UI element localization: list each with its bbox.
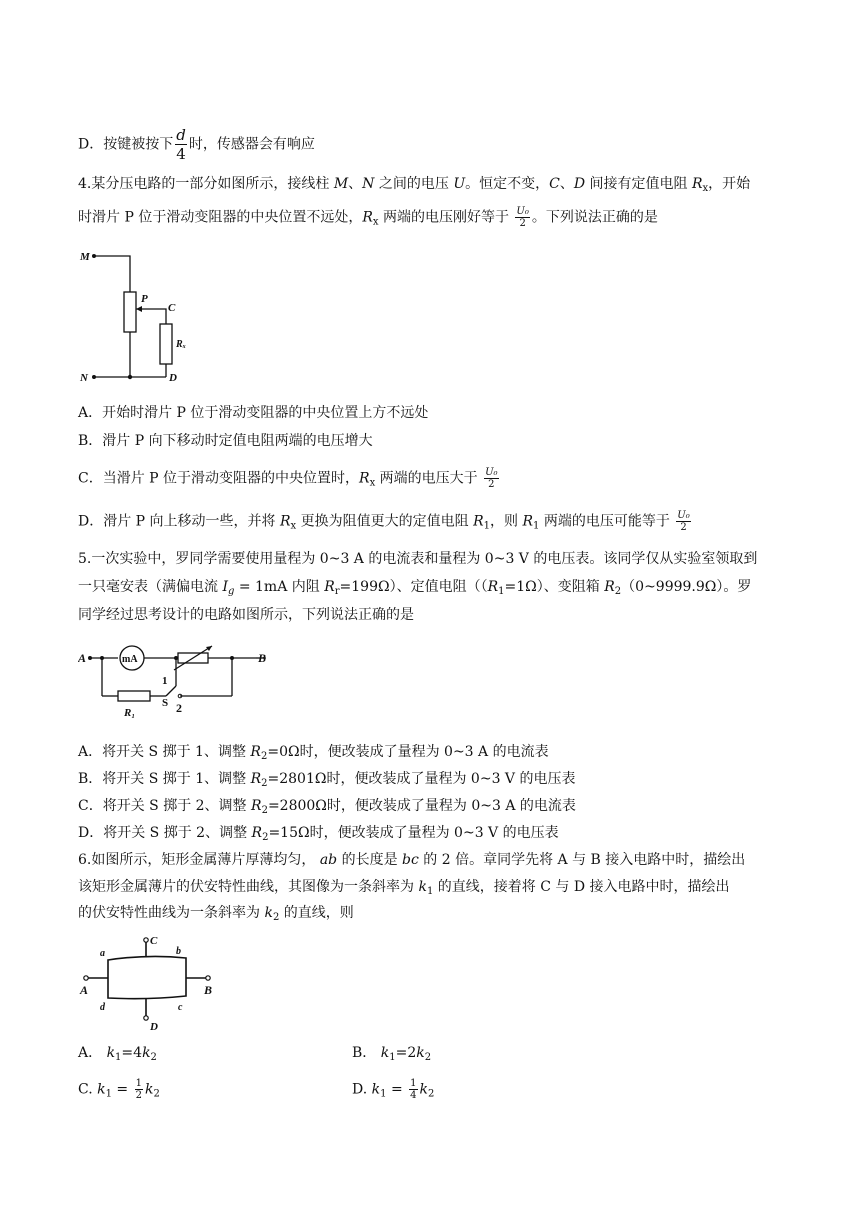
var-k: k [142, 1045, 151, 1061]
subscript: r [334, 586, 340, 597]
var-m: M [333, 176, 349, 192]
frac-num: U₀ [677, 510, 690, 521]
text: （0~9999.9Ω）。罗 [621, 579, 752, 595]
subscript: x [369, 477, 376, 489]
text: 同学经过思考设计的电路如图所示，下列说法正确的是 [78, 607, 414, 623]
q4-option-d [78, 510, 693, 537]
var-k: k [106, 1045, 116, 1061]
label-a: A [78, 651, 87, 665]
subscript: 1 [483, 520, 491, 532]
text: ，开始 [708, 176, 751, 192]
var-r: R [487, 579, 499, 595]
text: 该矩形金属薄片的伏安特性曲线，其图像为一条斜率为 [78, 879, 419, 895]
text: 的 2 倍。章同学先将 A 与 B 接入电路中时，描绘出 [418, 852, 746, 868]
label-rx: Rₓ [176, 339, 187, 350]
var-r: R [250, 771, 262, 787]
text: 时滑片 P 位于滑动变阻器的中央位置不远处， [78, 209, 363, 226]
text: =15Ω时，便改装成了量程为 0~3 V 的电压表 [268, 825, 559, 841]
text: =2800Ω时，便改装成了量程为 0~3 A 的电流表 [267, 798, 576, 814]
terminal-b: B [204, 983, 213, 997]
var-k: k [371, 1081, 381, 1098]
var-d: D [573, 176, 586, 192]
text: 的直线，则 [279, 905, 354, 921]
var-r: R [280, 513, 291, 530]
q4-option-b [78, 431, 373, 451]
var-r: R [604, 579, 615, 595]
terminal-c: C [150, 935, 158, 947]
text: 的伏安特性曲线为一条斜率为 [78, 905, 265, 921]
q5-stem-line1 [78, 549, 757, 569]
text: 、 [559, 176, 574, 192]
q6-metal-sheet-figure [78, 932, 228, 1040]
frac-den: 2 [519, 218, 526, 229]
subscript: 2 [260, 751, 268, 762]
label-b: B [258, 651, 267, 665]
text: 5.一次实验中，罗同学需要使用量程为 0~3 A 的电流表和量程为 0~3 V 的电压表。该同学仅从实验室领取到 [78, 551, 758, 567]
q6-stem-line1 [78, 850, 745, 870]
q5-stem-line3 [78, 605, 414, 625]
fraction-1-over-2 [135, 1078, 143, 1101]
subscript: 1 [105, 1088, 112, 1100]
label-n: N [80, 372, 88, 384]
text: C．将开关 S 掷于 2、调整 [78, 798, 252, 814]
var-k: k [97, 1081, 106, 1098]
q5-option-c [78, 796, 576, 821]
frac-den: 2 [488, 479, 495, 490]
text: =199Ω）、定值电阻（（ [339, 579, 488, 595]
text: 。恒定不变， [465, 176, 550, 192]
text: A． [78, 1045, 107, 1061]
text: 一只毫安表（满偏电流 [78, 579, 223, 595]
subscript: 1 [533, 520, 540, 532]
q6-option-c [78, 1078, 160, 1105]
subscript: x [372, 216, 379, 228]
subscript: 2 [261, 805, 268, 816]
text: A．将开关 S 掷于 1、调整 [78, 744, 251, 760]
text: =0Ω时，便改装成了量程为 0~3 A 的电流表 [267, 744, 549, 760]
q6-stem-line2 [78, 877, 730, 902]
corner-d: d [100, 1002, 105, 1013]
text: 两端的电压可能等于 [539, 513, 675, 530]
frac-den: 4 [410, 1090, 417, 1101]
subscript: 2 [272, 912, 280, 923]
var-bc: bc [402, 852, 419, 868]
subscript: 2 [428, 1088, 435, 1100]
label-r1: R₁ [124, 707, 136, 719]
subscript: 2 [150, 1052, 157, 1063]
subscript: 2 [424, 1052, 432, 1063]
q5-option-d [78, 823, 559, 848]
fraction-u0-over-2 [676, 510, 690, 533]
text: 、 [348, 176, 363, 192]
frac-den: 4 [176, 145, 186, 163]
frac-den: 2 [135, 1090, 142, 1101]
text: 。下列说法正确的是 [531, 209, 658, 226]
text: D. [352, 1081, 372, 1098]
subscript: 1 [380, 1088, 387, 1100]
label-m: M [80, 251, 90, 263]
frac-num: U₀ [516, 206, 529, 217]
var-i: I [222, 579, 228, 595]
q4-stem-line1 [78, 174, 750, 199]
subscript: 1 [498, 586, 505, 597]
text: =1Ω）、变阻箱 [504, 579, 605, 595]
q3-optd-prefix: D．按键被按下 [78, 136, 174, 153]
var-r: R [250, 744, 261, 760]
q3-optd-suffix: 时，传感器会有响应 [188, 136, 315, 153]
var-u: U [453, 176, 466, 192]
var-k: k [380, 1045, 390, 1061]
label-s: S [162, 697, 169, 709]
var-r: R [362, 209, 373, 226]
label-2: 2 [176, 701, 182, 715]
frac-num: U₀ [485, 467, 498, 478]
text: B． [352, 1045, 381, 1061]
terminal-a: A [80, 983, 89, 997]
frac-num: 1 [135, 1078, 142, 1089]
subscript: 1 [389, 1052, 396, 1063]
var-r: R [359, 470, 370, 487]
text: 两端的电压大于 [375, 470, 483, 487]
var-r: R [691, 176, 703, 192]
text: C. [78, 1081, 98, 1098]
label-d: D [169, 372, 177, 384]
var-r: R [473, 513, 484, 530]
frac-num: d [176, 126, 186, 144]
frac-num: 1 [410, 1078, 417, 1089]
subscript: x [290, 520, 297, 532]
text: D．滑片 P 向上移动一些，并将 [78, 513, 280, 530]
milliammeter-label: mA [122, 654, 138, 665]
var-k: k [145, 1081, 154, 1098]
q6-option-b [352, 1043, 431, 1068]
text: = [111, 1081, 133, 1098]
text: 更换为阻值更大的定值电阻 [296, 513, 474, 530]
label-p: P [141, 293, 148, 305]
var-k: k [264, 905, 273, 921]
var-ab: ab [319, 852, 338, 868]
subscript: x [702, 183, 709, 194]
text: A．开始时滑片 P 位于滑动变阻器的中央位置上方不远处 [78, 405, 429, 421]
q6-stem-line3 [78, 903, 354, 928]
corner-b: b [176, 946, 181, 957]
corner-a: a [100, 948, 105, 959]
corner-c: c [178, 1002, 183, 1013]
var-c: C [549, 176, 560, 192]
label-c: C [168, 302, 176, 314]
subscript: g [227, 586, 235, 597]
q6-option-a [78, 1043, 157, 1068]
subscript: 2 [262, 832, 269, 843]
text: =4 [121, 1045, 143, 1061]
terminal-d: D [150, 1021, 158, 1033]
var-k: k [416, 1045, 425, 1061]
fraction-1-over-4 [409, 1078, 417, 1101]
text: C．当滑片 P 位于滑动变阻器的中央位置时， [78, 470, 360, 487]
var-k: k [419, 1081, 428, 1098]
fraction-u0-over-2 [515, 206, 529, 229]
text: 6.如图所示，矩形金属薄片厚薄均匀， [78, 852, 320, 868]
text: B．将开关 S 掷于 1、调整 [78, 771, 251, 787]
text: D．将开关 S 掷于 2、调整 [78, 825, 252, 841]
subscript: 2 [153, 1088, 160, 1100]
q3-option-d [78, 126, 315, 163]
var-n: N [362, 176, 375, 192]
fraction-d-over-4 [175, 126, 187, 163]
subscript: 2 [614, 586, 622, 597]
q4-stem-line2 [78, 206, 658, 233]
var-r: R [324, 579, 335, 595]
text: =2 [395, 1045, 417, 1061]
q5-circuit-figure [78, 640, 278, 720]
subscript: 1 [426, 886, 434, 897]
q5-option-a [78, 742, 549, 767]
text: =2801Ω时，便改装成了量程为 0~3 V 的电压表 [267, 771, 576, 787]
text: 两端的电压刚好等于 [378, 209, 514, 226]
q5-stem-line2 [78, 577, 751, 602]
q5-option-b [78, 769, 576, 794]
text: 的长度是 [337, 852, 403, 868]
q6-option-d [352, 1078, 434, 1105]
q4-option-a [78, 403, 428, 423]
text: ，则 [490, 513, 523, 530]
text: = [386, 1081, 408, 1098]
text: 4.某分压电路的一部分如图所示，接线柱 [78, 176, 334, 192]
text: = 1mA 内阻 [234, 579, 325, 595]
var-r: R [251, 825, 263, 841]
var-r: R [522, 513, 534, 530]
text: B．滑片 P 向下移动时定值电阻两端的电压增大 [78, 433, 373, 449]
var-r: R [251, 798, 262, 814]
q4-circuit-figure [78, 246, 188, 388]
label-1: 1 [162, 675, 168, 687]
text: 间接有定值电阻 [585, 176, 692, 192]
subscript: 2 [261, 778, 268, 789]
frac-den: 2 [680, 522, 687, 533]
subscript: 1 [115, 1052, 122, 1063]
var-k: k [418, 879, 427, 895]
q4-option-c [78, 467, 501, 494]
fraction-u0-over-2 [484, 467, 498, 490]
text: 之间的电压 [374, 176, 454, 192]
text: 的直线，接着将 C 与 D 接入电路中时，描绘出 [433, 879, 730, 895]
